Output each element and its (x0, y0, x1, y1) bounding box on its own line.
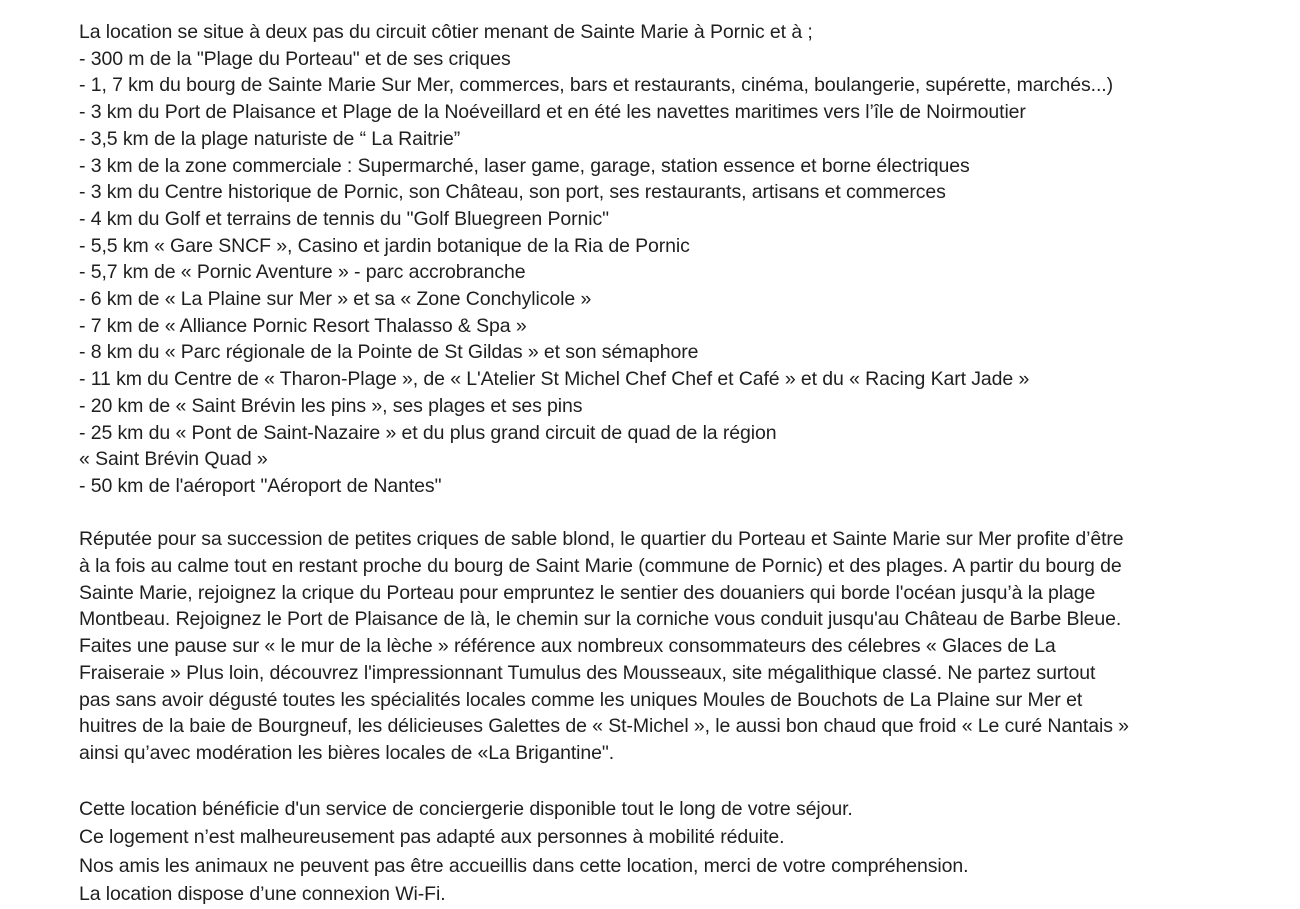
list-item: - 3 km du Centre historique de Pornic, son Château, son port, ses restaurants, artisans et commerces (79, 181, 946, 204)
service-line: Cette location bénéficie d'un service de conciergerie disponible tout le long de votre séjour. (79, 797, 853, 820)
list-item: - 5,5 km « Gare SNCF », Casino et jardin botanique de la Ria de Pornic (79, 234, 690, 257)
paragraph-line: Faites une pause sur « le mur de la lèche » référence aux nombreux consommateurs des célebres « Glaces de La (79, 635, 1056, 658)
list-item: - 11 km du Centre de « Tharon-Plage », de « L'Atelier St Michel Chef Chef et Café » et du « Racing Kart Jade » (79, 368, 1030, 391)
intro-line: La location se situe à deux pas du circuit côtier menant de Sainte Marie à Pornic et à ; (79, 21, 813, 43)
list-item: - 7 km de « Alliance Pornic Resort Thalasso & Spa » (79, 314, 527, 337)
document-body (79, 19, 1279, 909)
list-item: - 3 km de la zone commerciale : Supermarché, laser game, garage, station essence et borne électriques (79, 154, 970, 177)
list-item: - 4 km du Golf et terrains de tennis du "Golf Bluegreen Pornic" (79, 207, 609, 230)
paragraph-spacer (79, 767, 1279, 795)
list-item: « Saint Brévin Quad » (79, 448, 268, 471)
list-item: - 8 km du « Parc régionale de la Pointe de St Gildas » et son sémaphore (79, 341, 699, 364)
service-line: Nos amis les animaux ne peuvent pas être accueillis dans cette location, merci de votre compréhension. (79, 854, 969, 877)
paragraph-line: Montbeau. Rejoignez le Port de Plaisance de là, le chemin sur la corniche vous conduit jusqu'au Château de Barbe Bleue. (79, 608, 1122, 631)
services-list (79, 795, 1279, 909)
list-item: - 20 km de « Saint Brévin les pins », ses plages et ses pins (79, 394, 583, 417)
list-item: - 300 m de la "Plage du Porteau" et de ses criques (79, 47, 511, 70)
list-item: - 25 km du « Pont de Saint-Nazaire » et du plus grand circuit de quad de la région (79, 421, 777, 444)
list-item: - 6 km de « La Plaine sur Mer » et sa « Zone Conchylicole » (79, 288, 592, 311)
service-line: Ce logement n’est malheureusement pas adapté aux personnes à mobilité réduite. (79, 826, 785, 849)
description-paragraph (79, 526, 1279, 766)
list-item: - 50 km de l'aéroport "Aéroport de Nantes" (79, 474, 442, 497)
paragraph-line: Fraiseraie » Plus loin, découvrez l'impressionnant Tumulus des Mousseaux, site mégalithique classé. Ne partez surtout (79, 661, 1096, 684)
paragraph-spacer (79, 500, 1279, 527)
distance-list (79, 46, 1279, 500)
list-item: - 5,7 km de « Pornic Aventure » - parc accrobranche (79, 261, 526, 284)
list-item: - 3 km du Port de Plaisance et Plage de la Noéveillard et en été les navettes maritimes vers l’île de Noirmoutier (79, 101, 1026, 124)
paragraph-line: ainsi qu’avec modération les bières locales de «La Brigantine". (79, 741, 615, 764)
paragraph-line: pas sans avoir dégusté toutes les spécialités locales comme les uniques Moules de Bouchots de La Plaine sur Mer et (79, 688, 1083, 711)
list-item: - 1, 7 km du bourg de Sainte Marie Sur Mer, commerces, bars et restaurants, cinéma, boulangerie, supérette, marchés...) (79, 74, 1113, 97)
paragraph-line: à la fois au calme tout en restant proche du bourg de Saint Marie (commune de Pornic) et des plages. A partir du bourg de (79, 555, 1122, 578)
list-item: - 3,5 km de la plage naturiste de “ La Raitrie” (79, 127, 461, 150)
paragraph-line: Réputée pour sa succession de petites criques de sable blond, le quartier du Porteau et Sainte Marie sur Mer profite d’être (79, 528, 1124, 551)
paragraph-line: huitres de la baie de Bourgneuf, les délicieuses Galettes de « St-Michel », le aussi bon chaud que froid « Le curé Nantais » (79, 715, 1129, 738)
service-line: La location dispose d’une connexion Wi-Fi. (79, 883, 446, 906)
paragraph-line: Sainte Marie, rejoignez la crique du Porteau pour empruntez le sentier des douaniers qui borde l'océan jusqu’à la plage (79, 581, 1096, 604)
